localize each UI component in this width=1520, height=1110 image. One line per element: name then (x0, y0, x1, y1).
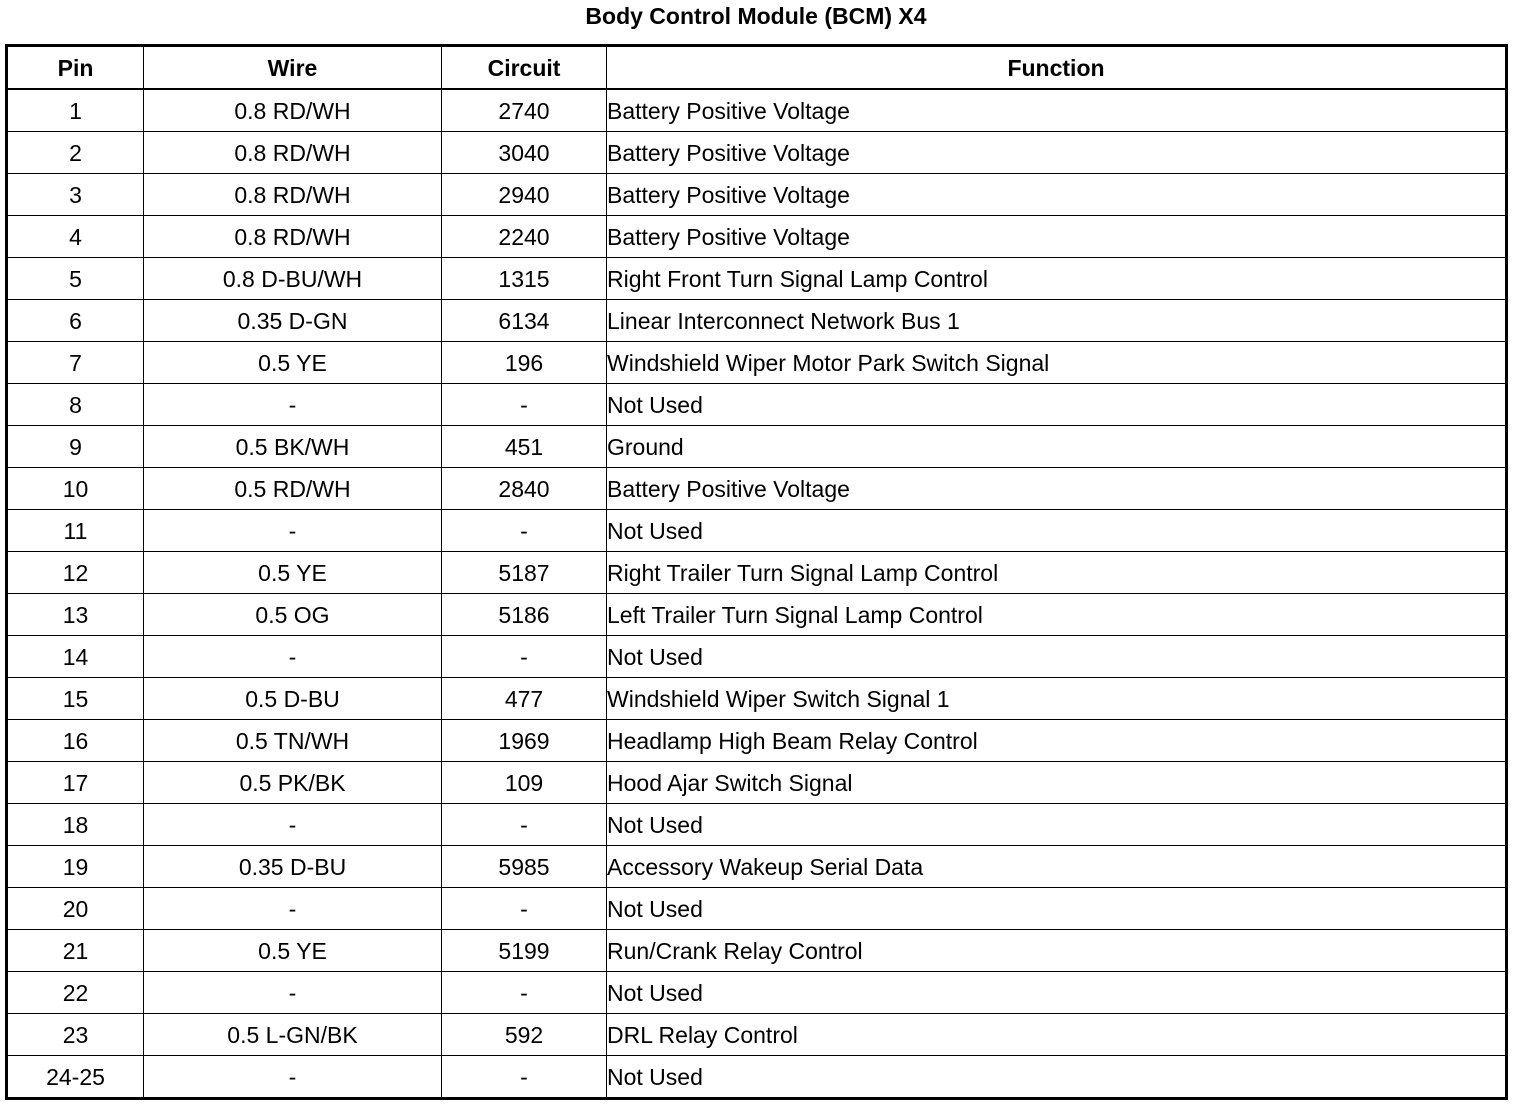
pin-cell: 10 (7, 468, 144, 510)
function-cell: Hood Ajar Switch Signal (607, 762, 1507, 804)
circuit-cell: - (442, 1056, 607, 1099)
pin-cell: 8 (7, 384, 144, 426)
wire-cell: 0.5 D-BU (144, 678, 442, 720)
pin-cell: 11 (7, 510, 144, 552)
table-row (7, 216, 1507, 258)
table-row (7, 510, 1507, 552)
circuit-cell: 196 (442, 342, 607, 384)
function-cell: Not Used (607, 636, 1507, 678)
pin-cell: 1 (7, 89, 144, 132)
wire-cell: 0.5 PK/BK (144, 762, 442, 804)
function-cell: Not Used (607, 510, 1507, 552)
wire-cell: 0.5 YE (144, 342, 442, 384)
circuit-cell: 5985 (442, 846, 607, 888)
table-row (7, 426, 1507, 468)
circuit-cell: 592 (442, 1014, 607, 1056)
circuit-cell: 2740 (442, 89, 607, 132)
column-header-function: Function (607, 46, 1507, 90)
table-title: Body Control Module (BCM) X4 (585, 3, 927, 29)
table-row (7, 804, 1507, 846)
function-cell: Run/Crank Relay Control (607, 930, 1507, 972)
function-cell: Battery Positive Voltage (607, 89, 1507, 132)
circuit-cell: 2840 (442, 468, 607, 510)
wire-cell: 0.8 RD/WH (144, 174, 442, 216)
circuit-cell: - (442, 636, 607, 678)
pin-cell: 21 (7, 930, 144, 972)
table-row (7, 846, 1507, 888)
wire-cell: 0.5 OG (144, 594, 442, 636)
wire-cell: 0.8 RD/WH (144, 216, 442, 258)
function-cell: Right Front Turn Signal Lamp Control (607, 258, 1507, 300)
table-row (7, 762, 1507, 804)
circuit-cell: - (442, 384, 607, 426)
function-cell: Battery Positive Voltage (607, 174, 1507, 216)
wire-cell: 0.35 D-GN (144, 300, 442, 342)
circuit-cell: 5199 (442, 930, 607, 972)
table-row (7, 972, 1507, 1014)
function-cell: Left Trailer Turn Signal Lamp Control (607, 594, 1507, 636)
wire-cell: - (144, 888, 442, 930)
table-row (7, 384, 1507, 426)
wire-cell: 0.5 RD/WH (144, 468, 442, 510)
function-cell: Battery Positive Voltage (607, 216, 1507, 258)
circuit-cell: 451 (442, 426, 607, 468)
circuit-cell: 1969 (442, 720, 607, 762)
circuit-cell: 2240 (442, 216, 607, 258)
pin-cell: 2 (7, 132, 144, 174)
table-row (7, 678, 1507, 720)
circuit-cell: 109 (442, 762, 607, 804)
pin-cell: 20 (7, 888, 144, 930)
table-row (7, 636, 1507, 678)
table-row (7, 342, 1507, 384)
circuit-cell: - (442, 804, 607, 846)
wire-cell: 0.5 YE (144, 552, 442, 594)
table-row (7, 89, 1507, 132)
wire-cell: - (144, 510, 442, 552)
pin-cell: 15 (7, 678, 144, 720)
wire-cell: - (144, 972, 442, 1014)
table-row (7, 594, 1507, 636)
wire-cell: 0.5 TN/WH (144, 720, 442, 762)
pin-cell: 19 (7, 846, 144, 888)
function-cell: Not Used (607, 804, 1507, 846)
wire-cell: 0.8 RD/WH (144, 89, 442, 132)
circuit-cell: 3040 (442, 132, 607, 174)
circuit-cell: - (442, 510, 607, 552)
connector-pinout-table (5, 44, 1508, 1100)
wire-cell: 0.5 BK/WH (144, 426, 442, 468)
header-row (7, 46, 1507, 90)
pin-cell: 6 (7, 300, 144, 342)
wire-cell: 0.8 RD/WH (144, 132, 442, 174)
wire-cell: - (144, 636, 442, 678)
wire-cell: - (144, 1056, 442, 1099)
pin-cell: 16 (7, 720, 144, 762)
pin-cell: 9 (7, 426, 144, 468)
function-cell: Battery Positive Voltage (607, 468, 1507, 510)
table-row (7, 132, 1507, 174)
column-header-wire: Wire (144, 46, 442, 90)
pin-cell: 13 (7, 594, 144, 636)
column-header-circuit: Circuit (442, 46, 607, 90)
function-cell: DRL Relay Control (607, 1014, 1507, 1056)
table-row (7, 300, 1507, 342)
pin-cell: 23 (7, 1014, 144, 1056)
circuit-cell: - (442, 888, 607, 930)
function-cell: Ground (607, 426, 1507, 468)
function-cell: Windshield Wiper Switch Signal 1 (607, 678, 1507, 720)
function-cell: Battery Positive Voltage (607, 132, 1507, 174)
wire-cell: 0.5 YE (144, 930, 442, 972)
pin-cell: 17 (7, 762, 144, 804)
pin-cell: 3 (7, 174, 144, 216)
table-row (7, 1014, 1507, 1056)
table-row (7, 888, 1507, 930)
function-cell: Not Used (607, 1056, 1507, 1099)
function-cell: Linear Interconnect Network Bus 1 (607, 300, 1507, 342)
wire-cell: 0.8 D-BU/WH (144, 258, 442, 300)
table-body (7, 89, 1507, 1099)
wire-cell: 0.5 L-GN/BK (144, 1014, 442, 1056)
function-cell: Right Trailer Turn Signal Lamp Control (607, 552, 1507, 594)
circuit-cell: - (442, 972, 607, 1014)
function-cell: Not Used (607, 384, 1507, 426)
circuit-cell: 6134 (442, 300, 607, 342)
table-row (7, 1056, 1507, 1099)
circuit-cell: 5186 (442, 594, 607, 636)
wire-cell: 0.35 D-BU (144, 846, 442, 888)
table-row (7, 468, 1507, 510)
circuit-cell: 5187 (442, 552, 607, 594)
table-row (7, 258, 1507, 300)
table-row (7, 552, 1507, 594)
table-row (7, 930, 1507, 972)
table-row (7, 174, 1507, 216)
function-cell: Headlamp High Beam Relay Control (607, 720, 1507, 762)
circuit-cell: 2940 (442, 174, 607, 216)
table-row (7, 720, 1507, 762)
circuit-cell: 477 (442, 678, 607, 720)
pin-cell: 4 (7, 216, 144, 258)
pin-cell: 12 (7, 552, 144, 594)
pin-cell: 7 (7, 342, 144, 384)
function-cell: Not Used (607, 888, 1507, 930)
pin-cell: 22 (7, 972, 144, 1014)
pin-cell: 5 (7, 258, 144, 300)
circuit-cell: 1315 (442, 258, 607, 300)
function-cell: Windshield Wiper Motor Park Switch Signal (607, 342, 1507, 384)
column-header-pin: Pin (7, 46, 144, 90)
function-cell: Accessory Wakeup Serial Data (607, 846, 1507, 888)
pin-cell: 24-25 (7, 1056, 144, 1099)
wire-cell: - (144, 384, 442, 426)
wire-cell: - (144, 804, 442, 846)
pin-cell: 18 (7, 804, 144, 846)
pin-cell: 14 (7, 636, 144, 678)
function-cell: Not Used (607, 972, 1507, 1014)
